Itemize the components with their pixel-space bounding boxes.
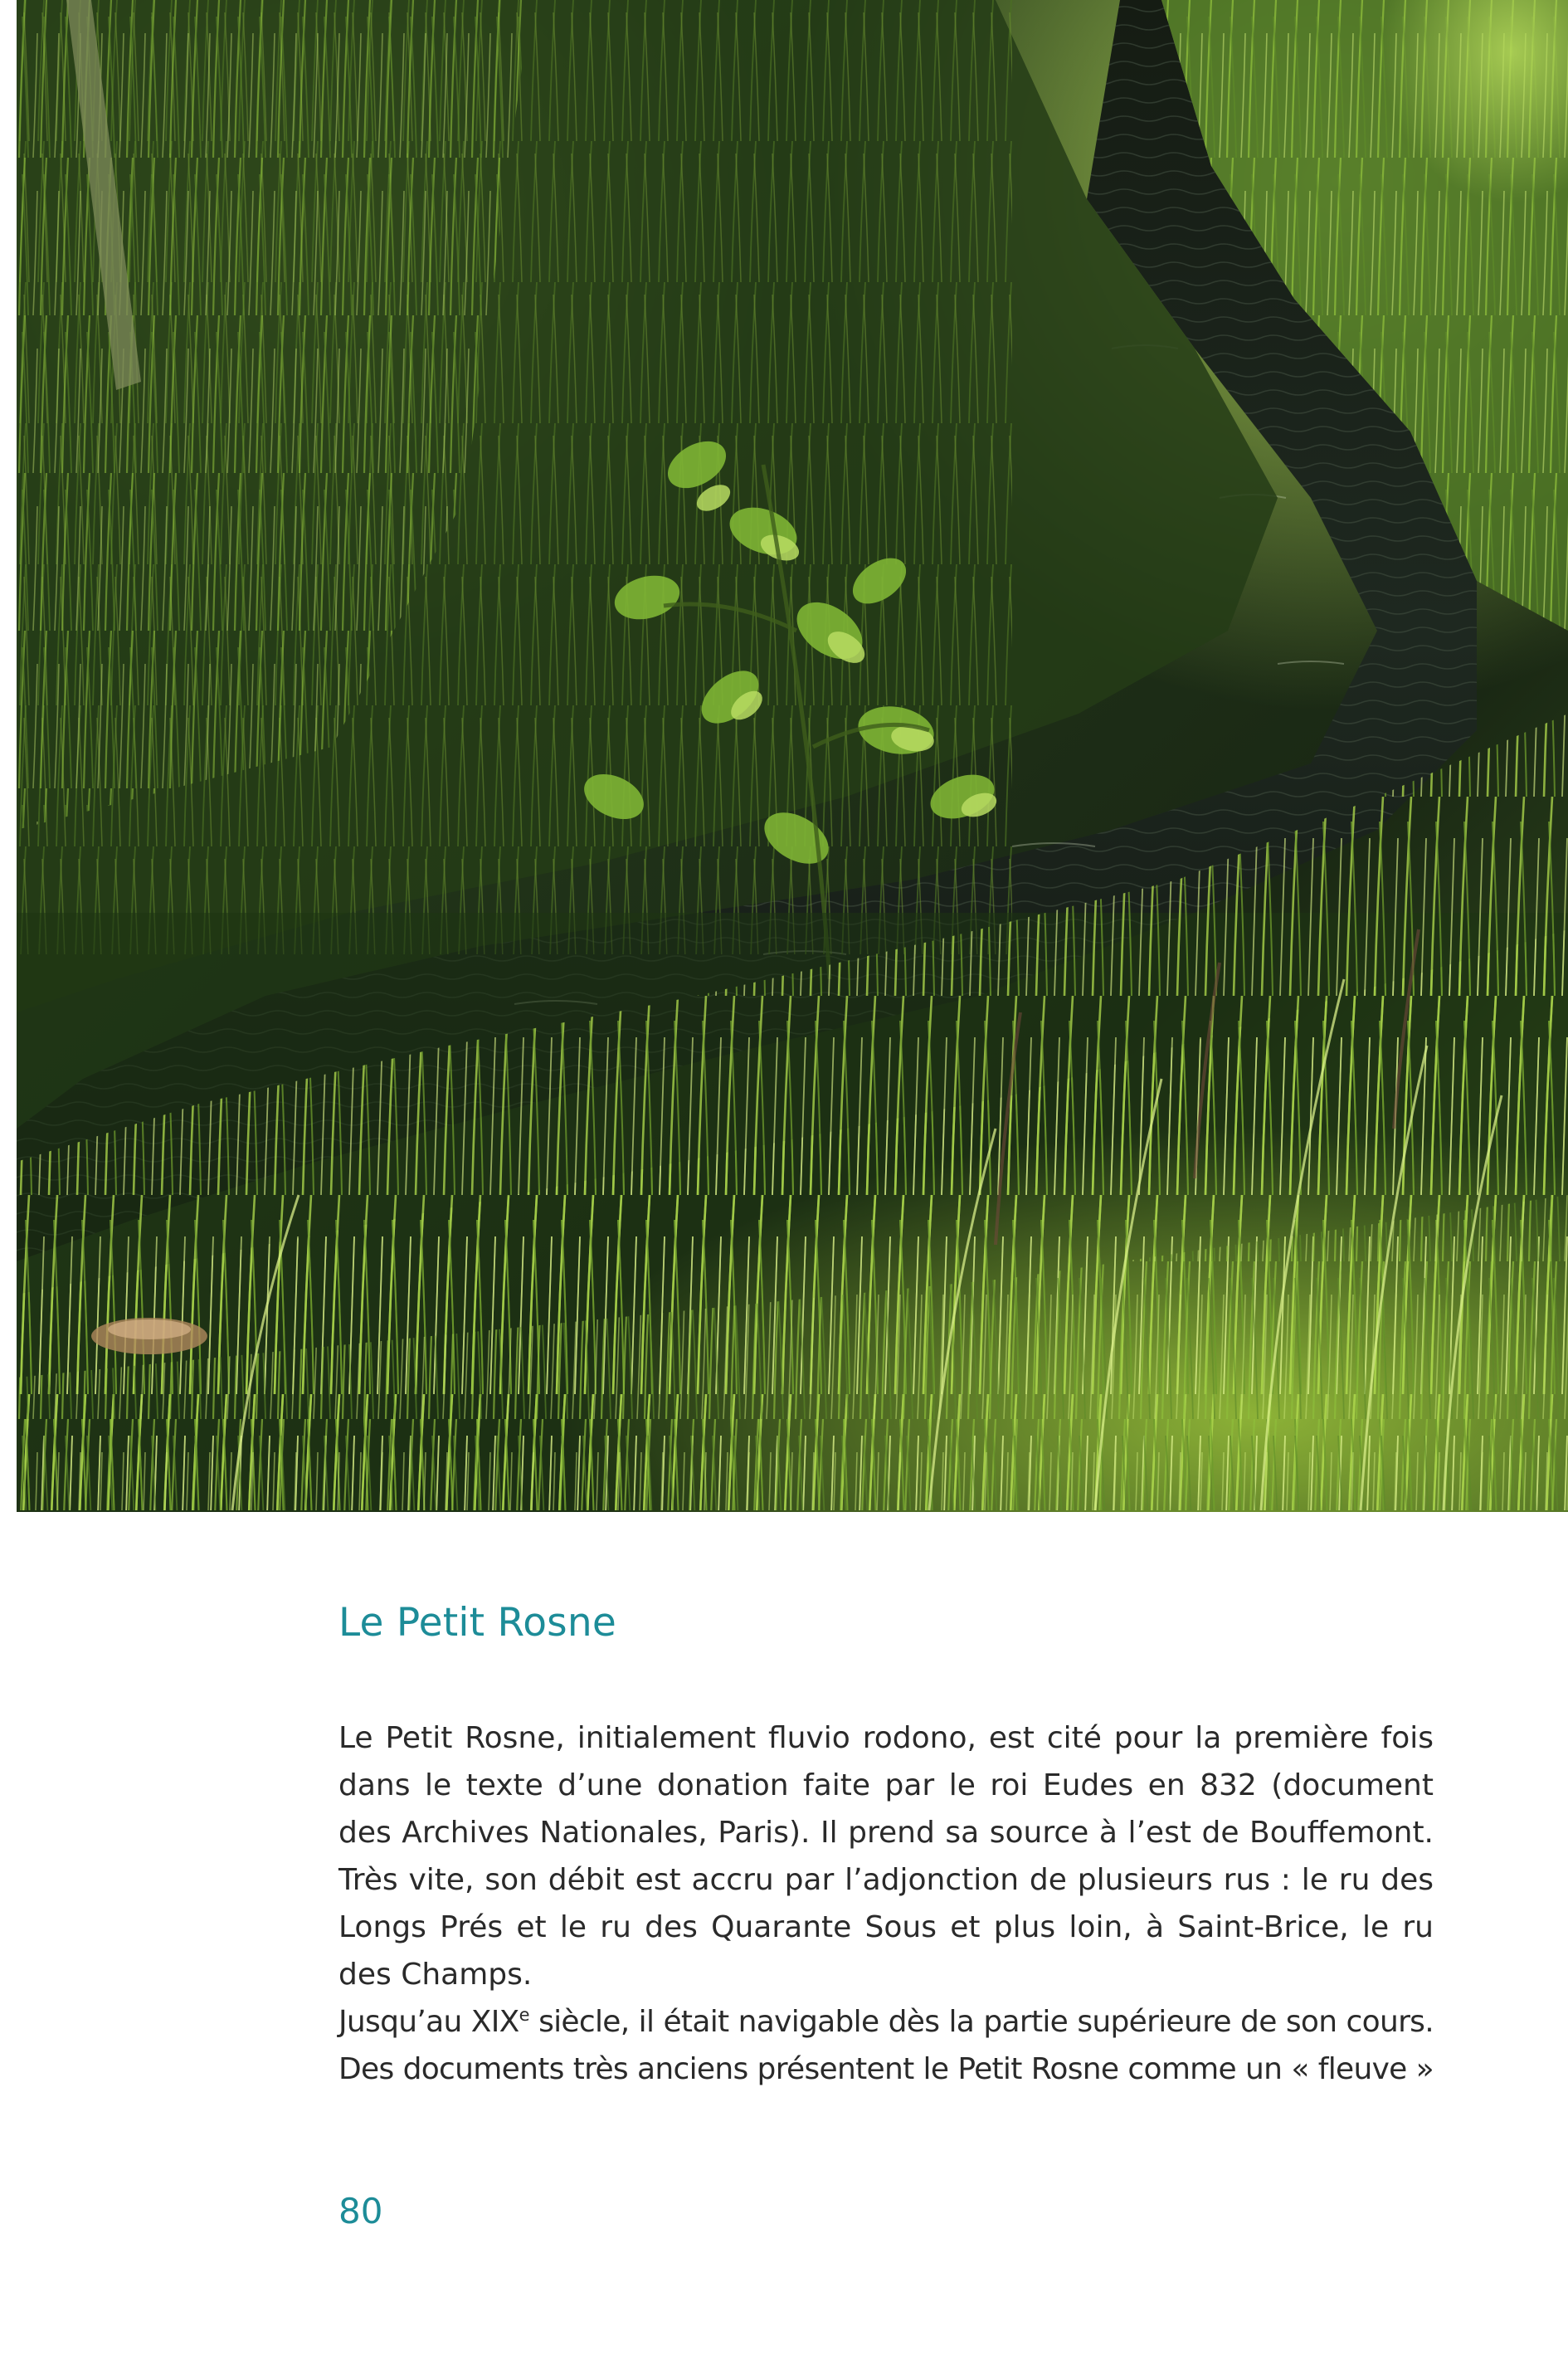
body-line: Le Petit Rosne, initialement fluvio rodono, est cité pour la première fois	[338, 1721, 1434, 1755]
body-line-end: siècle, il était navigable dès la partie supérieure de son cours.	[528, 2005, 1434, 2039]
page-number: 80	[338, 2191, 383, 2231]
body-line-with-superscript	[338, 1998, 1434, 2046]
section-title: Le Petit Rosne	[338, 1600, 616, 1646]
body-line-start: Jusqu’au XIX	[338, 2005, 519, 2039]
body-line: Longs Prés et le ru des Quarante Sous et plus loin, à Saint-Brice, le ru	[338, 1910, 1434, 1944]
body-line: des Champs.	[338, 1958, 533, 1992]
stream-photo	[17, 0, 1568, 1512]
century-superscript: e	[519, 2005, 529, 2025]
stream-photo-illustration	[17, 0, 1568, 1512]
body-text	[338, 1714, 1434, 2093]
body-line: des Archives Nationales, Paris). Il prend sa source à l’est de Bouffemont.	[338, 1816, 1434, 1850]
body-line: dans le texte d’une donation faite par le roi Eudes en 832 (document	[338, 1768, 1434, 1802]
body-line: Très vite, son débit est accru par l’adjonction de plusieurs rus : le ru des	[338, 1863, 1434, 1897]
body-line: Des documents très anciens présentent le Petit Rosne comme un « fleuve »	[338, 2052, 1434, 2086]
